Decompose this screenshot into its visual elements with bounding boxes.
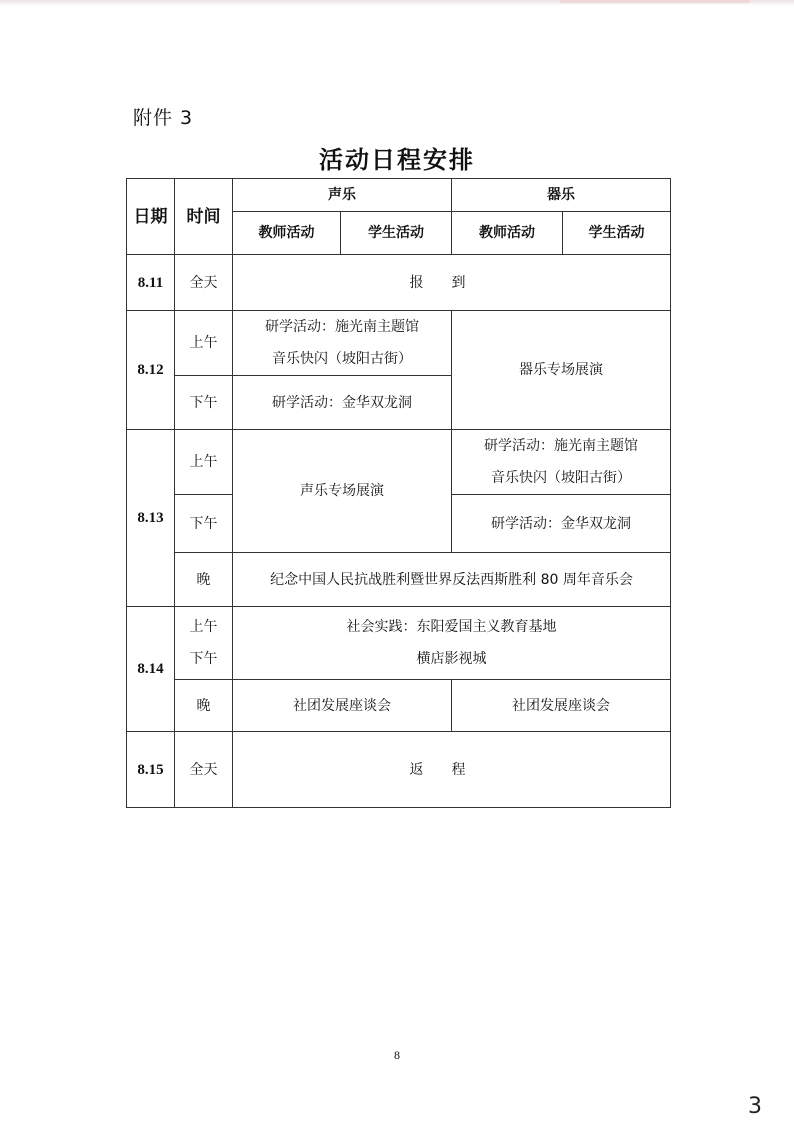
row-8-14-day [127, 607, 671, 680]
instr-afternoon-activity: 研学活动：金华双龙洞 [452, 495, 671, 553]
time-cell: 晚 [175, 680, 233, 732]
activity-cell: 报到 [233, 255, 671, 311]
page-title: 活动日程安排 [319, 146, 475, 174]
date-cell: 8.15 [127, 732, 175, 808]
header-instrumental: 器乐 [452, 179, 671, 212]
row-8-15 [127, 732, 671, 808]
activity-line: 社会实践：东阳爱国主义教育基地 [346, 619, 557, 635]
time-afternoon: 下午 [189, 651, 218, 667]
row-8-13-morning [127, 430, 671, 495]
date-cell: 8.13 [127, 430, 175, 607]
instrumental-showcase: 器乐专场展演 [452, 311, 671, 430]
row-8-14-evening [127, 680, 671, 732]
date-cell: 8.11 [127, 255, 175, 311]
vocal-showcase: 声乐专场展演 [233, 430, 452, 553]
time-cell: 全天 [175, 255, 233, 311]
header-instr-teacher: 教师活动 [452, 212, 563, 255]
instr-morning-activity [452, 430, 671, 495]
header-vocal-teacher: 教师活动 [233, 212, 341, 255]
activity-line: 研学活动：施光南主题馆 [265, 319, 419, 335]
time-cell: 上午 [175, 311, 233, 376]
instr-evening-forum: 社团发展座谈会 [452, 680, 671, 732]
scan-top-edge-tint [560, 0, 750, 3]
vocal-evening-forum: 社团发展座谈会 [233, 680, 452, 732]
time-cell: 全天 [175, 732, 233, 808]
time-cell: 晚 [175, 553, 233, 607]
time-cell [175, 607, 233, 680]
date-cell: 8.12 [127, 311, 175, 430]
attachment-label: 附件 3 [133, 107, 194, 129]
vocal-morning-activity [233, 311, 452, 376]
evening-concert: 纪念中国人民抗战胜利暨世界反法西斯胜利 80 周年音乐会 [233, 553, 671, 607]
vocal-afternoon-activity: 研学活动：金华双龙洞 [233, 376, 452, 430]
time-morning: 上午 [189, 619, 218, 635]
page-number: 8 [394, 1048, 400, 1062]
date-cell: 8.14 [127, 607, 175, 732]
time-cell: 下午 [175, 376, 233, 430]
activity-line: 音乐快闪（坡阳古街） [491, 470, 631, 486]
header-date: 日期 [127, 179, 175, 255]
row-8-12-morning [127, 311, 671, 376]
social-practice [233, 607, 671, 680]
schedule-table [126, 178, 671, 808]
activity-line: 研学活动：施光南主题馆 [484, 438, 638, 454]
header-vocal-student: 学生活动 [341, 212, 452, 255]
header-instr-student: 学生活动 [563, 212, 671, 255]
row-8-13-evening [127, 553, 671, 607]
header-vocal: 声乐 [233, 179, 452, 212]
header-time: 时间 [175, 179, 233, 255]
activity-line: 横店影视城 [416, 651, 487, 667]
time-cell: 下午 [175, 495, 233, 553]
activity-cell: 返程 [233, 732, 671, 808]
time-cell: 上午 [175, 430, 233, 495]
activity-line: 音乐快闪（坡阳古街） [272, 351, 412, 367]
row-8-11 [127, 255, 671, 311]
corner-mark: 3 [748, 1094, 762, 1119]
header-row-1 [127, 179, 671, 212]
